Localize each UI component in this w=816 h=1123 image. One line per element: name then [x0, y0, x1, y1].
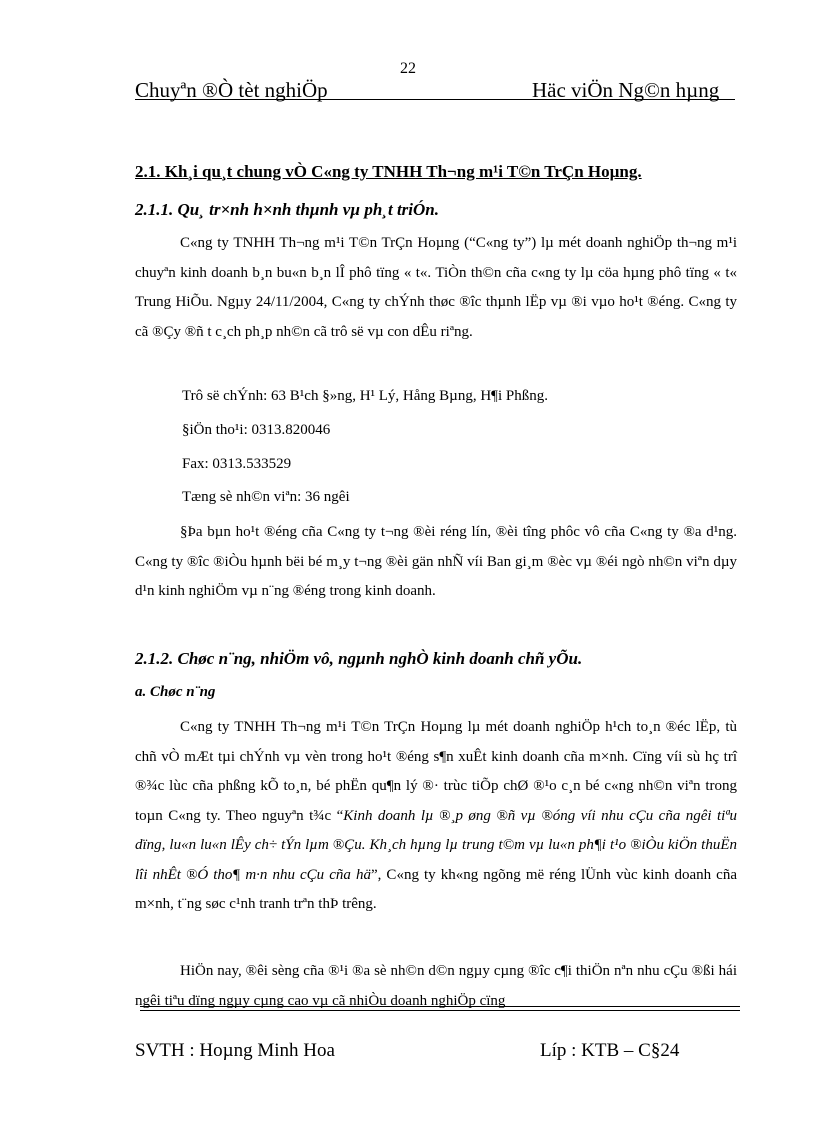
fax-line: Fax: 0313.533529: [182, 456, 292, 472]
footer-divider-top: [140, 1006, 740, 1007]
function-text: [135, 713, 737, 920]
footer-class: Líp : KTB – C§24: [540, 1040, 680, 1061]
function-text-part1: C«ng ty TNHH Th¬ng m¹i T©n TrÇn Hoµng lµ mét doanh nghiÖp h¹ch to¸n ®éc lËp, tù chñ vÒ mÆt tµi chÝnh vµ vèn trong ho¹t ®éng s¶n xuÊt kinh doanh cña m×nh. Cïng víi sù hç trî ®¾c lùc cña phßng kÕ to¸n, bé phËn qu¶n lý ®· trùc tiÕp chØ ®¹o c¸n bé c«ng nh©n viªn trong toµn C«ng ty. Theo nguyªn t¾c “: [135, 719, 737, 824]
page-number: 22: [400, 60, 416, 77]
business-principle-quote: Kinh doanh lµ ®¸p øng ®ñ vµ ®óng víi nhu cÇu cña ngêi tiªu dïng, lu«n lu«n lÊy ch÷ tÝn lµm ®Çu. Kh¸ch hµng lµ trung t©m vµ lu«n ph¶i t¹o ®iÒu kiÖn thuËn lîi nhÊt ®Ó tho¶ m·n nhu cÇu cña hä: [135, 807, 737, 883]
phone-line: §iÖn tho¹i: 0313.820046: [182, 422, 331, 438]
staff-line: Tæng sè nh©n viªn: 36 ngêi: [182, 489, 350, 505]
header-divider: [135, 99, 735, 100]
current-situation-paragraph: [135, 957, 737, 1016]
footer-student-name: SVTH : Hoµng Minh Hoa: [135, 1040, 335, 1061]
current-situation-text: HiÖn nay, ®êi sèng cña ®¹i ®a sè nh©n d©n ngµy cµng ®îc c¶i thiÖn nªn nhu cÇu ®ßi hái ngêi tiªu dïng ngµy cµng cao vµ cã nhiÒu doanh nghiÖp cïng: [135, 963, 737, 1009]
subsection-2-title: 2.1.2. Chøc n¨ng, nhiÖm vô, ngµnh nghÒ kinh doanh chñ yÕu.: [135, 649, 583, 668]
header-left-title: Chuyªn ®Ò tèt nghiÖp: [135, 78, 328, 102]
function-text-part2: ”, C«ng ty kh«ng ngõng më réng lÜnh vùc kinh doanh cña m×nh, t¨ng søc c¹nh tranh trªn thÞ trêng.: [135, 866, 737, 912]
company-intro-text: C«ng ty TNHH Th¬ng m¹i T©n TrÇn Hoµng (“C«ng ty”) lµ mét doanh nghiÖp th¬ng m¹i chuyªn kinh doanh b¸n bu«n b¸n lÎ phô tïng « t«. TiÒn th©n cña c«ng ty lµ cöa hµng phô tïng « t« Trung HiÕu. Ngµy 24/11/2004, C«ng ty chÝnh thøc ®îc thµnh lËp vµ ®i vµo ho¹t ®éng. C«ng ty cã ®Çy ®ñ t c¸ch ph¸p nh©n cã trô së vµ con dÊu riªng.: [135, 235, 737, 340]
header-right-title: Häc viÖn Ng©n hµng: [532, 78, 720, 102]
subsection-1-title: 2.1.1. Qu¸ tr×nh h×nh thµnh vµ ph¸t triÓn.: [135, 200, 439, 219]
section-title: 2.1. Kh¸i qu¸t chung vÒ C«ng ty TNHH Th¬ng m¹i T©n TrÇn Hoµng.: [135, 162, 642, 181]
subsection-a-title: a. Chøc n¨ng: [135, 684, 216, 700]
operations-paragraph: [135, 518, 737, 607]
address-line: Trô së chÝnh: 63 B¹ch §»ng, H¹ Lý, Hång Bµng, H¶i Phßng.: [182, 388, 548, 404]
footer-divider-bottom: [140, 1010, 740, 1011]
operations-text: §Þa bµn ho¹t ®éng cña C«ng ty t¬ng ®èi réng lín, ®èi tîng phôc vô cña C«ng ty ®a d¹ng. C«ng ty ®îc ®iÒu hµnh bëi bé m¸y t¬ng ®èi gän nhÑ víi Ban gi¸m ®èc vµ ®éi ngò nh©n viªn dµy d¹n kinh nghiÖm vµ n¨ng ®éng trong kinh doanh.: [135, 524, 737, 599]
subsection-1-paragraph: [135, 229, 737, 347]
function-paragraph: [135, 713, 737, 920]
